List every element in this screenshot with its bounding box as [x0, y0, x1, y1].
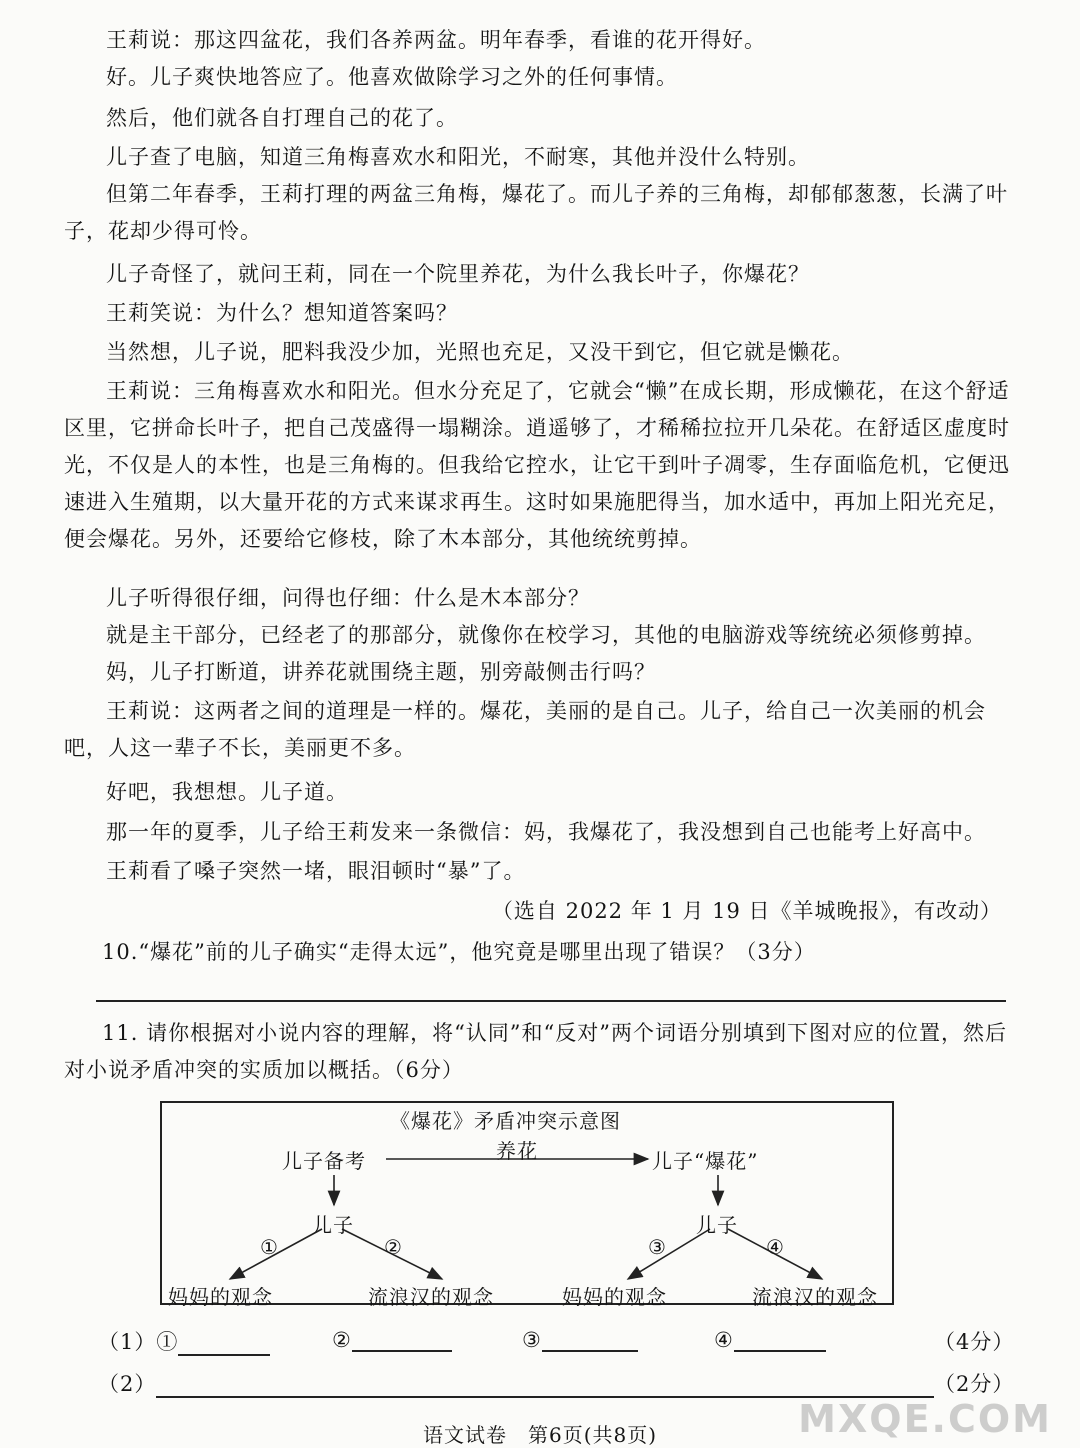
- answer-label-1: （1）①: [98, 1330, 179, 1354]
- paragraph: 妈，儿子打断道，讲养花就围绕主题，别旁敲侧击行吗？: [106, 660, 656, 684]
- paragraph: 好吧，我想想。儿子道。: [106, 780, 348, 804]
- paragraph: 儿子查了电脑，知道三角梅喜欢水和阳光，不耐寒，其他并没什么特别。: [106, 145, 810, 169]
- paragraph: 然后，他们就各自打理自己的花了。: [106, 106, 458, 130]
- question-11: 11. 请你根据对小说内容的理解，将“认同”和“反对”两个词语分别填到下图对应的位置，然后对小说矛盾冲突的实质加以概括。（6分）: [64, 1021, 1008, 1082]
- diagram-son-right: 儿子: [696, 1213, 738, 1237]
- answer-row-2: [98, 1368, 934, 1398]
- diagram-title: 《爆花》矛盾冲突示意图: [390, 1109, 621, 1133]
- paragraph: 王莉笑说：为什么？想知道答案吗？: [106, 301, 458, 325]
- conflict-diagram: [160, 1101, 894, 1309]
- score-q11-2: （2分）: [934, 1372, 1015, 1396]
- diagram-son-left: 儿子: [312, 1213, 354, 1237]
- answer-blank-3[interactable]: [542, 1326, 638, 1352]
- answer-item-3: [522, 1326, 638, 1352]
- answer-blank-row2[interactable]: [156, 1372, 934, 1398]
- paragraph: 儿子奇怪了，就问王莉，同在一个院里养花，为什么我长叶子，你爆花？: [106, 262, 810, 286]
- answer-item-4: [714, 1326, 826, 1352]
- watermark-logo: MXQE.COM: [798, 1397, 1052, 1441]
- diagram-label-3: 妈妈的观念: [562, 1285, 667, 1309]
- answer-label-4: ④: [714, 1328, 734, 1352]
- diagram-label-4: 流浪汉的观念: [752, 1285, 878, 1309]
- answer-label-3: ③: [522, 1328, 542, 1352]
- answer-row-1: [98, 1326, 270, 1356]
- diagram-label-2: 流浪汉的观念: [368, 1285, 494, 1309]
- paragraph: 王莉说：三角梅喜欢水和阳光。但水分充足了，它就会“懒”在成长期，形成懒花，在这个舒适区里，它拼命长叶子，把自己茂盛得一塌糊涂。逍遥够了，才稀稀拉拉开几朵花。在舒适区虚度时光，不仅是人的本性，也是三角梅的。但我给它控水，让它干到叶子凋零，生存面临危机，它便迅速进入生殖期，以大量开花的方式来谋求再生。这时如果施肥得当，加水适中，再加上阳光充足，便会爆花。另外，还要给它修枝，除了木本部分，其他统统剪掉。: [64, 379, 1010, 551]
- paragraph: 但第二年春季，王莉打理的两盆三角梅，爆花了。而儿子养的三角梅，却郁郁葱葱，长满了叶子，花却少得可怜。: [64, 182, 1008, 243]
- answer-blank-1[interactable]: [178, 1330, 270, 1356]
- answer-label-2: ②: [332, 1328, 352, 1352]
- page-footer: 语文试卷 第6页(共8页): [422, 1423, 658, 1447]
- answer-item-2: [332, 1326, 452, 1352]
- diagram-slot-1[interactable]: ①: [260, 1235, 279, 1259]
- diagram-end: 儿子“爆花”: [652, 1149, 759, 1173]
- paragraph: 当然想，儿子说，肥料我没少加，光照也充足，又没干到它，但它就是懒花。: [106, 340, 854, 364]
- score-q11-1: （4分）: [934, 1330, 1015, 1354]
- diagram-label-1: 妈妈的观念: [168, 1285, 273, 1309]
- paragraph: 好。儿子爽快地答应了。他喜欢做除学习之外的任何事情。: [106, 65, 678, 89]
- paragraph: 儿子听得很仔细，问得也仔细：什么是木本部分？: [106, 586, 590, 610]
- paragraph: 那一年的夏季，儿子给王莉发来一条微信：妈，我爆花了，我没想到自己也能考上好高中。: [106, 820, 986, 844]
- answer-blank-2[interactable]: [352, 1326, 452, 1352]
- diagram-slot-2[interactable]: ②: [384, 1235, 403, 1259]
- answer-label-row2: （2）: [98, 1372, 157, 1396]
- diagram-arrow-label: 养花: [496, 1139, 538, 1163]
- paragraph: 王莉说：那这四盆花，我们各养两盆。明年春季，看谁的花开得好。: [106, 28, 766, 52]
- answer-line-q10[interactable]: [96, 1000, 1006, 1002]
- paragraph: 就是主干部分，已经老了的那部分，就像你在校学习，其他的电脑游戏等统统必须修剪掉。: [106, 623, 986, 647]
- paragraph: 王莉说：这两者之间的道理是一样的。爆花，美丽的是自己。儿子，给自己一次美丽的机会吧，人这一辈子不长，美丽更不多。: [64, 699, 986, 760]
- question-10: 10.“爆花”前的儿子确实“走得太远”，他究竟是哪里出现了错误？（3分）: [102, 940, 816, 964]
- answer-blank-4[interactable]: [734, 1326, 826, 1352]
- source-citation: （选自 2022 年 1 月 19 日《羊城晚报》，有改动）: [491, 899, 1002, 923]
- diagram-start: 儿子备考: [282, 1149, 366, 1173]
- diagram-slot-3[interactable]: ③: [648, 1235, 667, 1259]
- paragraph: 王莉看了嗓子突然一堵，眼泪顿时“暴”了。: [106, 859, 526, 883]
- diagram-slot-4[interactable]: ④: [766, 1235, 785, 1259]
